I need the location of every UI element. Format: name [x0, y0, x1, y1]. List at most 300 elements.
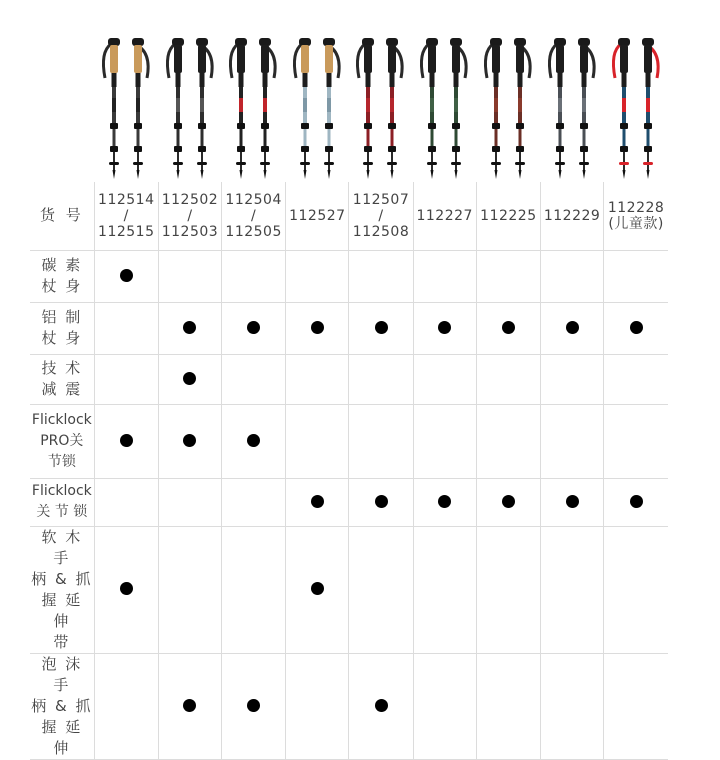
model-code-line: 112503 [161, 223, 219, 240]
header-label: 货 号 [30, 182, 94, 250]
pole-strap-icon [485, 44, 493, 78]
included-dot-icon [566, 321, 579, 334]
feature-cell [286, 250, 349, 302]
pole-lock-icon [237, 123, 245, 129]
included-dot-icon [566, 495, 579, 508]
pole-basket-icon [109, 162, 119, 165]
feature-label-line: 柄 & 抓 [31, 696, 93, 715]
pole-lower-shaft-icon [113, 152, 115, 170]
feature-cell [158, 354, 221, 404]
pole-grip-icon [134, 45, 142, 73]
pole-strap-icon [230, 44, 238, 78]
pole-accent-label-icon [176, 98, 180, 112]
pole-accent-label-icon [518, 98, 522, 112]
feature-cell [413, 478, 476, 526]
feature-cell [476, 653, 540, 759]
feature-cell [476, 526, 540, 653]
model-code-4 [286, 182, 349, 250]
feature-cell [541, 653, 604, 759]
spec-table [30, 182, 668, 760]
pole-handle-cap-icon [554, 38, 566, 46]
feature-label-line: 碳 素 [41, 256, 83, 274]
model-code-line: 112508 [352, 223, 410, 240]
pole-accent-label-icon [263, 98, 267, 112]
pole-lock-icon [428, 146, 436, 152]
feature-cell [476, 302, 540, 354]
pole-tip-icon [647, 170, 650, 179]
included-dot-icon [183, 699, 196, 712]
pole-accent-label-icon [136, 98, 140, 112]
pole-lock-icon [364, 123, 372, 129]
pole-handle-cap-icon [490, 38, 502, 46]
feature-cell [413, 653, 476, 759]
model-code-1 [94, 182, 158, 250]
feature-cell [94, 250, 158, 302]
pole-handle-cap-icon [196, 38, 208, 46]
included-dot-icon [438, 495, 451, 508]
pole-images [0, 0, 720, 182]
pole-grip-extension-icon [136, 73, 141, 87]
pole-basket-icon [579, 162, 589, 165]
pole-accent-label-icon [646, 98, 650, 112]
pole-tip-icon [304, 170, 307, 179]
pole-grip-icon [644, 45, 652, 73]
pole-handle-cap-icon [450, 38, 462, 46]
feature-cell [94, 653, 158, 759]
pole-grip-extension-icon [112, 73, 117, 87]
feature-cell [158, 404, 221, 478]
pole-basket-icon [363, 162, 373, 165]
pole-lock-icon [492, 146, 500, 152]
pole-lock-icon [556, 123, 564, 129]
pole-accent-label-icon [622, 98, 626, 112]
feature-label-line: 杖 身 [41, 329, 83, 347]
feature-cell [286, 478, 349, 526]
pole-lock-icon [364, 146, 372, 152]
pole-tip-icon [519, 170, 522, 179]
feature-label [30, 653, 94, 759]
pole-lower-shaft-icon [431, 152, 433, 170]
model-code-8 [541, 182, 604, 250]
pole-grip-icon [174, 45, 182, 73]
feature-cell [222, 404, 286, 478]
pole-basket-icon [555, 162, 565, 165]
pole-lower-shaft-icon [519, 152, 521, 170]
pole-grip-extension-icon [622, 73, 627, 87]
pole-grip-extension-icon [263, 73, 268, 87]
feature-row [30, 250, 668, 302]
feature-label [30, 404, 94, 478]
feature-label-line: 带 [53, 632, 71, 651]
feature-cell [158, 302, 221, 354]
included-dot-icon [311, 321, 324, 334]
feature-cell [541, 526, 604, 653]
feature-cell [476, 404, 540, 478]
pole-lock-icon [644, 146, 652, 152]
feature-cell [604, 478, 668, 526]
pole-handle-cap-icon [362, 38, 374, 46]
feature-cell [541, 250, 604, 302]
pole-strap-icon [357, 44, 365, 78]
pole-tip-icon [391, 170, 394, 179]
included-dot-icon [120, 269, 133, 282]
included-dot-icon [247, 321, 260, 334]
pole-lower-shaft-icon [559, 152, 561, 170]
pole-strap-icon [549, 44, 557, 78]
pole-handle-cap-icon [642, 38, 654, 46]
feature-cell [413, 354, 476, 404]
pole-grip-icon [620, 45, 628, 73]
pole-accent-label-icon [327, 98, 331, 112]
pole-lower-shaft-icon [583, 152, 585, 170]
pole-grip-icon [580, 45, 588, 73]
feature-cell [349, 404, 413, 478]
pole-grip-extension-icon [327, 73, 332, 87]
pole-lock-icon [516, 146, 524, 152]
pole-grip-extension-icon [200, 73, 205, 87]
feature-cell [158, 250, 221, 302]
pole-handle-cap-icon [514, 38, 526, 46]
pole-accent-label-icon [454, 98, 458, 112]
included-dot-icon [311, 495, 324, 508]
feature-label [30, 526, 94, 653]
model-code-line: 112514 [98, 191, 155, 208]
pole-lower-shaft-icon [304, 152, 306, 170]
feature-label-line: 铝 制 [41, 308, 83, 326]
feature-cell [413, 302, 476, 354]
feature-label [30, 302, 94, 354]
pole-lower-shaft-icon [647, 152, 649, 170]
feature-cell [94, 526, 158, 653]
included-dot-icon [502, 321, 515, 334]
pole-grip-extension-icon [494, 73, 499, 87]
feature-label [30, 478, 94, 526]
pole-grip-icon [198, 45, 206, 73]
pole-lower-shaft-icon [177, 152, 179, 170]
feature-cell [541, 478, 604, 526]
included-dot-icon [120, 582, 133, 595]
pole-basket-icon [236, 162, 246, 165]
pole-lock-icon [198, 123, 206, 129]
pole-lock-icon [301, 123, 309, 129]
feature-cell [541, 302, 604, 354]
feature-label-line: 关 节 锁 [36, 504, 88, 520]
feature-cell [349, 653, 413, 759]
pole-lower-shaft-icon [137, 152, 139, 170]
pole-grip-icon [428, 45, 436, 73]
pole-lower-shaft-icon [264, 152, 266, 170]
pole-basket-icon [643, 162, 653, 165]
pole-lower-shaft-icon [623, 152, 625, 170]
feature-cell [604, 250, 668, 302]
feature-cell [604, 653, 668, 759]
feature-cell [349, 478, 413, 526]
pole-grip-extension-icon [366, 73, 371, 87]
pole-lower-shaft-icon [201, 152, 203, 170]
pole-grip-extension-icon [454, 73, 459, 87]
feature-cell [286, 354, 349, 404]
pole-accent-label-icon [430, 98, 434, 112]
pole-tip-icon [431, 170, 434, 179]
feature-cell [222, 302, 286, 354]
pole-grip-icon [388, 45, 396, 73]
pole-lock-icon [620, 146, 628, 152]
included-dot-icon [630, 321, 643, 334]
pole-grip-icon [325, 45, 333, 73]
pole-basket-icon [324, 162, 334, 165]
feature-label-line: Flicklock [31, 483, 92, 499]
pole-lock-icon [580, 146, 588, 152]
included-dot-icon [183, 321, 196, 334]
pole-grip-extension-icon [176, 73, 181, 87]
model-code-6 [413, 182, 476, 250]
feature-cell [286, 302, 349, 354]
feature-label-line: 减 震 [41, 380, 83, 398]
model-code-line: 112515 [98, 223, 155, 240]
pole-strap-icon [167, 44, 175, 78]
pole-strap-icon [613, 44, 621, 78]
pole-tip-icon [113, 170, 116, 179]
feature-cell [94, 302, 158, 354]
pole-accent-label-icon [390, 98, 394, 112]
pole-lock-icon [492, 123, 500, 129]
pole-handle-cap-icon [618, 38, 630, 46]
feature-cell [158, 653, 221, 759]
pole-basket-icon [197, 162, 207, 165]
included-dot-icon [502, 495, 515, 508]
pole-handle-cap-icon [259, 38, 271, 46]
included-dot-icon [438, 321, 451, 334]
feature-cell [158, 526, 221, 653]
pole-handle-cap-icon [132, 38, 144, 46]
pole-basket-icon [427, 162, 437, 165]
pole-grip-extension-icon [558, 73, 563, 87]
pole-handle-cap-icon [299, 38, 311, 46]
pole-accent-label-icon [303, 98, 307, 112]
feature-cell [349, 250, 413, 302]
pole-grip-extension-icon [390, 73, 395, 87]
pole-lower-shaft-icon [455, 152, 457, 170]
model-code-line: / [123, 207, 129, 224]
pole-tip-icon [559, 170, 562, 179]
pole-lock-icon [516, 123, 524, 129]
pole-handle-cap-icon [108, 38, 120, 46]
pole-lock-icon [325, 146, 333, 152]
model-code-line: / [187, 207, 193, 224]
included-dot-icon [375, 321, 388, 334]
pole-lock-icon [174, 146, 182, 152]
pole-tip-icon [583, 170, 586, 179]
model-code-line: (儿童款) [608, 215, 664, 232]
model-code-7 [476, 182, 540, 250]
pole-grip-icon [301, 45, 309, 73]
feature-cell [286, 526, 349, 653]
pole-accent-label-icon [494, 98, 498, 112]
feature-cell [349, 302, 413, 354]
pole-accent-label-icon [200, 98, 204, 112]
pole-lock-icon [428, 123, 436, 129]
feature-row [30, 404, 668, 478]
model-code-line: 112504 [225, 191, 282, 208]
pole-grip-extension-icon [582, 73, 587, 87]
feature-cell [222, 653, 286, 759]
pole-lock-icon [174, 123, 182, 129]
included-dot-icon [375, 495, 388, 508]
pole-strap-icon [103, 44, 111, 78]
pole-lock-icon [644, 123, 652, 129]
feature-label-line: 软 木 手 [41, 527, 83, 567]
feature-row [30, 302, 668, 354]
included-dot-icon [120, 434, 133, 447]
feature-row [30, 526, 668, 653]
pole-handle-cap-icon [578, 38, 590, 46]
feature-cell [222, 526, 286, 653]
feature-cell [476, 250, 540, 302]
pole-lower-shaft-icon [391, 152, 393, 170]
pole-tip-icon [137, 170, 140, 179]
pole-tip-icon [264, 170, 267, 179]
feature-cell [413, 404, 476, 478]
feature-label-line: 技 术 [41, 359, 83, 377]
pole-basket-icon [300, 162, 310, 165]
model-code-line: 112228 [607, 199, 665, 216]
pole-lock-icon [134, 123, 142, 129]
pole-handle-cap-icon [323, 38, 335, 46]
pole-lock-icon [261, 146, 269, 152]
model-code-line: 112227 [416, 207, 473, 224]
pole-tip-icon [495, 170, 498, 179]
pole-grip-icon [237, 45, 245, 73]
pole-lock-icon [388, 146, 396, 152]
feature-cell [413, 250, 476, 302]
pole-basket-icon [387, 162, 397, 165]
feature-cell [541, 404, 604, 478]
feature-cell [222, 354, 286, 404]
pole-lock-icon [620, 123, 628, 129]
pole-lower-shaft-icon [240, 152, 242, 170]
pole-basket-icon [451, 162, 461, 165]
feature-label-line: PRO关 [40, 432, 84, 449]
pole-grip-icon [492, 45, 500, 73]
feature-cell [286, 653, 349, 759]
pole-grip-icon [110, 45, 118, 73]
included-dot-icon [183, 434, 196, 447]
feature-cell [158, 478, 221, 526]
pole-lock-icon [301, 146, 309, 152]
included-dot-icon [247, 699, 260, 712]
model-code-9 [604, 182, 668, 250]
pole-lock-icon [237, 146, 245, 152]
model-code-line: / [251, 207, 257, 224]
pole-lock-icon [198, 146, 206, 152]
model-code-line: 112527 [289, 207, 346, 224]
pole-lock-icon [325, 123, 333, 129]
feature-label-line: 泡 沫 手 [41, 654, 83, 694]
pole-tip-icon [177, 170, 180, 179]
pole-lower-shaft-icon [328, 152, 330, 170]
feature-label [30, 354, 94, 404]
feature-cell [222, 478, 286, 526]
pole-lock-icon [580, 123, 588, 129]
feature-cell [222, 250, 286, 302]
pole-grip-icon [452, 45, 460, 73]
pole-accent-label-icon [239, 98, 243, 112]
feature-cell [604, 526, 668, 653]
pole-grip-icon [364, 45, 372, 73]
feature-cell [349, 526, 413, 653]
model-code-line: 112225 [480, 207, 537, 224]
feature-cell [413, 526, 476, 653]
included-dot-icon [247, 434, 260, 447]
pole-grip-extension-icon [646, 73, 651, 87]
pole-lock-icon [388, 123, 396, 129]
pole-tip-icon [201, 170, 204, 179]
pole-grip-icon [261, 45, 269, 73]
feature-cell [541, 354, 604, 404]
feature-label-line: 握 延 伸 [41, 717, 83, 757]
included-dot-icon [183, 372, 196, 385]
feature-cell [94, 354, 158, 404]
pole-grip-extension-icon [430, 73, 435, 87]
pole-strap-icon [294, 44, 302, 78]
model-code-line: 112505 [225, 223, 282, 240]
feature-label-line: 柄 & 抓 [31, 569, 93, 588]
pole-handle-cap-icon [386, 38, 398, 46]
feature-cell [476, 354, 540, 404]
included-dot-icon [311, 582, 324, 595]
feature-row [30, 653, 668, 759]
included-dot-icon [375, 699, 388, 712]
pole-basket-icon [173, 162, 183, 165]
pole-lock-icon [110, 123, 118, 129]
pole-tip-icon [623, 170, 626, 179]
pole-grip-extension-icon [239, 73, 244, 87]
feature-label-line: Flicklock [31, 411, 92, 428]
model-code-line: 112229 [543, 207, 601, 224]
feature-row [30, 478, 668, 526]
feature-label [30, 250, 94, 302]
feature-cell [94, 404, 158, 478]
feature-cell [349, 354, 413, 404]
pole-accent-label-icon [558, 98, 562, 112]
header-row [30, 182, 668, 250]
feature-row [30, 354, 668, 404]
pole-handle-cap-icon [235, 38, 247, 46]
feature-cell [604, 354, 668, 404]
pole-accent-label-icon [582, 98, 586, 112]
pole-accent-label-icon [366, 98, 370, 112]
feature-cell [286, 404, 349, 478]
model-code-2 [158, 182, 221, 250]
pole-grip-icon [516, 45, 524, 73]
pole-lock-icon [261, 123, 269, 129]
pole-basket-icon [515, 162, 525, 165]
feature-cell [476, 478, 540, 526]
pole-lock-icon [452, 146, 460, 152]
pole-tip-icon [455, 170, 458, 179]
pole-tip-icon [240, 170, 243, 179]
pole-basket-icon [133, 162, 143, 165]
feature-label-line: 杖 身 [41, 277, 83, 295]
pole-basket-icon [260, 162, 270, 165]
feature-cell [604, 302, 668, 354]
feature-label-line: 握 延 伸 [41, 590, 83, 630]
pole-grip-icon [556, 45, 564, 73]
pole-basket-icon [491, 162, 501, 165]
pole-tip-icon [367, 170, 370, 179]
pole-grip-extension-icon [518, 73, 523, 87]
included-dot-icon [630, 495, 643, 508]
